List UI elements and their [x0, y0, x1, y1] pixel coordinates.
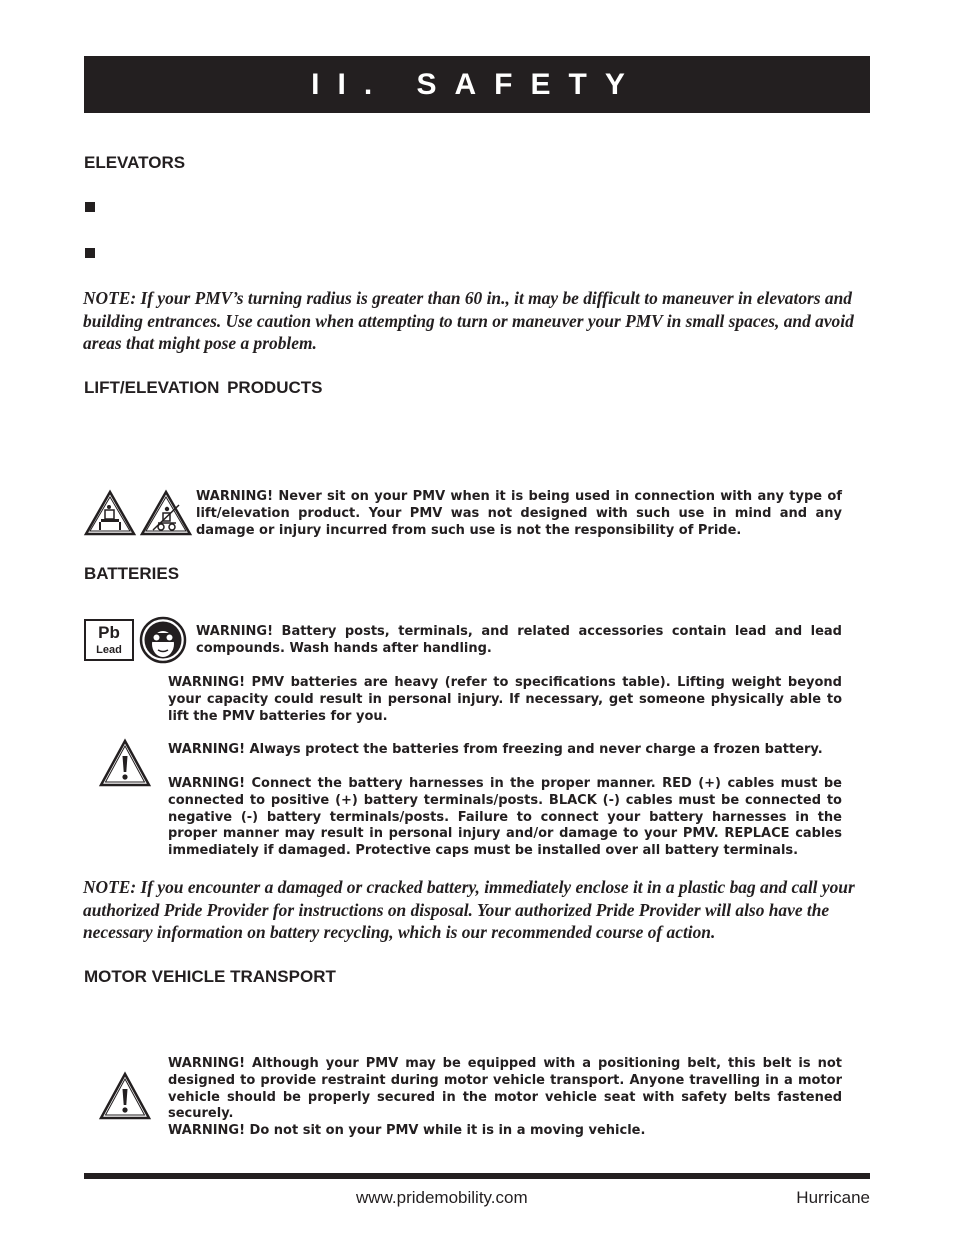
eye-protection-icon	[139, 616, 187, 664]
bullet-marker	[85, 202, 95, 212]
moving-vehicle-warning: WARNING! Do not sit on your PMV while it is in a moving vehicle.	[168, 1123, 646, 1138]
batteries-heading: BATTERIES	[84, 564, 180, 583]
connect-warning: WARNING! Connect the battery harnesses in the proper manner. RED (+) cables must be connected to positive (+) battery terminals/posts. BLACK (-) cables must be connected to negative (-) battery terminals/posts. Failure to connect your battery harnesses in the proper manner may result in personal injury and/or damage to your PMV. REPLACE cables immediately if damaged. Protective caps must be installed over all battery terminals.	[168, 776, 842, 859]
footer-url: www.pridemobility.com	[356, 1188, 528, 1207]
elevators-heading: ELEVATORS	[84, 153, 186, 172]
lead-pb-icon	[84, 619, 134, 661]
exclamation-triangle-icon	[98, 1071, 152, 1121]
lead-warning: WARNING! Battery posts, terminals, and related accessories contain lead and lead compounds. Wash hands after handling.	[196, 624, 842, 656]
transport-heading: MOTOR VEHICLE TRANSPORT	[84, 967, 336, 986]
elevators-note: NOTE: If your PMV’s turning radius is greater than 60 in., it may be difficult to maneuver in elevators and building entrances. Use caution when attempting to turn or maneuver your PMV in small spaces, and avoid areas that might pose a problem.	[83, 288, 854, 353]
batteries-note: NOTE: If you encounter a damaged or cracked battery, immediately enclose it in a plastic bag and call your authorized Pride Provider for instructions on disposal. Your authorized Pride Provider will also have the necessary information on battery recycling, which is our recommended course of action.	[83, 877, 855, 942]
freeze-warning: WARNING! Always protect the batteries from freezing and never charge a frozen battery.	[168, 742, 823, 757]
banner-title: II. SAFETY	[311, 67, 643, 101]
lift-warning: WARNING! Never sit on your PMV when it is being used in connection with any type of lift/elevation product. Your PMV was not designed with such use in mind and any damage or injury incurred from such use is not the responsibility of Pride.	[196, 489, 842, 538]
footer-model: Hurricane	[796, 1188, 870, 1207]
section-banner	[84, 56, 870, 113]
lead-name: Lead	[96, 644, 122, 656]
lead-symbol: Pb	[98, 623, 120, 642]
bullet-marker	[85, 248, 95, 258]
heavy-battery-warning: WARNING! PMV batteries are heavy (refer to specifications table). Lifting weight beyond your capacity could result in personal injury. If necessary, get someone physically able to lift the PMV batteries for you.	[168, 675, 842, 724]
lift-heading: LIFT/ELEVATION PRODUCTS	[84, 378, 323, 397]
lift-elevation-warning-icon	[83, 489, 137, 537]
lift-elevation-prohibited-icon	[139, 489, 193, 537]
positioning-belt-warning: WARNING! Although your PMV may be equipped with a positioning belt, this belt is not designed to provide restraint during motor vehicle transport. Anyone travelling in a motor vehicle should be properly secured in the motor vehicle seat with safety belts fastened securely.	[168, 1056, 842, 1122]
footer-divider	[84, 1173, 870, 1179]
exclamation-triangle-icon	[98, 738, 152, 788]
